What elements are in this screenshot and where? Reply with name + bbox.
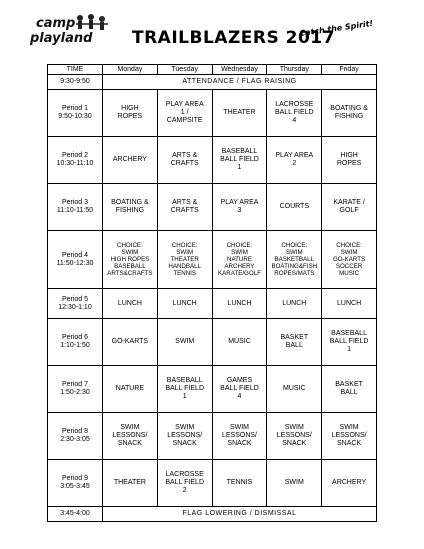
activity-cell [267, 90, 322, 137]
time-label: Period 3 11:10-11:50 [56, 199, 94, 214]
activity-cell [103, 231, 158, 289]
activity-cell [157, 413, 212, 460]
all-day-activity-cell: ATTENDANCE / FLAG RAISING [103, 75, 377, 90]
schedule-row [48, 366, 377, 413]
schedule-row [48, 319, 377, 366]
activity-label: ARTS & CRAFTS [170, 199, 199, 214]
schedule-row [48, 289, 377, 319]
schedule-row [48, 231, 377, 289]
schedule-row [48, 75, 377, 90]
activity-cell [157, 90, 212, 137]
activity-label: COURTS [279, 203, 309, 210]
activity-label: ARCHERY [332, 479, 367, 486]
activity-label: SWIM LESSONS/ SNACK [276, 424, 312, 447]
time-cell [48, 137, 103, 184]
activity-label: BASKET BALL [280, 334, 309, 349]
activity-label: LUNCH [282, 299, 307, 307]
activity-cell [103, 413, 158, 460]
activity-cell [267, 231, 322, 289]
time-cell [48, 289, 103, 319]
all-day-activity-cell: FLAG LOWERING / DISMISSAL [103, 507, 377, 522]
activity-label: THEATER [223, 109, 256, 116]
schedule-row [48, 413, 377, 460]
activity-label: CHOICE: SWIM NATURE ARCHERY KARATE/GOLF [218, 242, 261, 277]
activity-cell [212, 90, 267, 137]
time-cell [48, 90, 103, 137]
time-label: Period 5 12:30-1:10 [58, 295, 92, 311]
time-label: Period 6 1:10-1:50 [60, 334, 90, 349]
time-label: Period 7 1:50-2:30 [60, 381, 90, 396]
activity-label: CHOICE: SWIM GO-KARTS SOCCER MUSIC [332, 242, 366, 277]
activity-cell [157, 319, 212, 366]
activity-label: LUNCH [337, 299, 362, 307]
activity-cell [212, 289, 267, 319]
activity-cell [157, 289, 212, 319]
activity-cell [157, 137, 212, 184]
activity-label: SWIM [175, 338, 195, 345]
activity-label: KARATE / GOLF [333, 199, 365, 214]
activity-label: SWIM LESSONS/ SNACK [112, 424, 148, 447]
activity-cell [212, 137, 267, 184]
time-label: Period 9 3:05-3:45 [60, 475, 90, 490]
activity-cell [103, 184, 158, 231]
activity-cell [267, 460, 322, 507]
header-wednesday: Wednesday [212, 65, 267, 75]
camp-logo [30, 14, 110, 56]
activity-label: LUNCH [227, 299, 252, 307]
activity-label: CHOICE: SWIM HIGH ROPES BASEBALL ARTS&CRAFTS [107, 242, 153, 277]
activity-cell [322, 231, 377, 289]
activity-cell [103, 319, 158, 366]
activity-cell [103, 137, 158, 184]
header-thursday: Thursday [267, 65, 322, 75]
time-cell [48, 184, 103, 231]
time-label: Period 4 11:50-12:30 [56, 251, 94, 267]
activity-label: BASKET BALL [335, 381, 363, 396]
time-cell [48, 366, 103, 413]
activity-label: MUSIC [228, 338, 251, 345]
activity-label: LUNCH [117, 299, 142, 307]
activity-label: LACROSSE BALL FIELD 2 [165, 471, 205, 494]
activity-cell [157, 460, 212, 507]
activity-cell [212, 460, 267, 507]
time-label: Period 1 9:50-10:30 [58, 105, 92, 120]
activity-cell [267, 184, 322, 231]
activity-cell [322, 460, 377, 507]
schedule-row [48, 507, 377, 522]
page-title: TRAILBLAZERS 2017 [132, 28, 335, 48]
activity-label: SWIM LESSONS/ SNACK [331, 424, 367, 447]
activity-cell [103, 366, 158, 413]
logo-text-playland: playland [30, 31, 93, 46]
schedule-table [47, 64, 377, 522]
schedule-row [48, 90, 377, 137]
activity-cell [267, 137, 322, 184]
time-label: Period 8 2:30-3:05 [60, 428, 90, 443]
activity-label: BASEBALL BALL FIELD 1 [165, 377, 205, 400]
activity-cell [212, 366, 267, 413]
activity-cell [103, 460, 158, 507]
activity-cell [267, 319, 322, 366]
activity-label: HIGH ROPES [336, 152, 362, 167]
time-label: 9:30-9:50 [60, 78, 90, 85]
logo-text-camp: camp [36, 16, 76, 31]
activity-label: PLAY AREA 1 / CAMPSITE [165, 101, 204, 124]
activity-cell [267, 413, 322, 460]
schedule-row [48, 137, 377, 184]
activity-label: NATURE [115, 385, 145, 392]
tagline: Catch the Spirit! [298, 18, 374, 39]
time-label: 3:45-4:00 [60, 510, 90, 517]
activity-label: SWIM [284, 479, 304, 486]
activity-cell [322, 366, 377, 413]
time-cell [48, 507, 103, 522]
activity-label: PLAY AREA 3 [220, 199, 259, 214]
activity-label: HIGH ROPES [117, 105, 143, 120]
activity-cell [267, 289, 322, 319]
activity-cell [103, 90, 158, 137]
activity-label: MUSIC [283, 385, 306, 392]
activity-label: GAMES BALL FIELD 4 [220, 377, 259, 400]
activity-cell [322, 413, 377, 460]
activity-cell [157, 366, 212, 413]
activity-cell [103, 289, 158, 319]
activity-cell [212, 413, 267, 460]
time-cell [48, 413, 103, 460]
time-cell [48, 460, 103, 507]
time-cell [48, 231, 103, 289]
activity-cell [322, 184, 377, 231]
activity-label: THEATER [113, 479, 146, 486]
activity-label: PLAY AREA 2 [275, 152, 314, 167]
activity-label: ARTS & CRAFTS [170, 152, 199, 167]
activity-label: BASEBALL BALL FIELD 1 [220, 148, 259, 171]
activity-cell [157, 231, 212, 289]
activity-label: CHOICE: SWIM BASKETBALL BOATING&FISH ROPES/MATS [271, 242, 318, 277]
activity-label: BASEBALL BALL FIELD 1 [329, 330, 369, 353]
activity-label: TENNIS [226, 479, 253, 486]
activity-label: ARCHERY [112, 156, 147, 163]
activity-cell [322, 319, 377, 366]
activity-label: LACROSSE BALL FIELD 4 [274, 101, 314, 124]
schedule-row [48, 184, 377, 231]
time-cell [48, 319, 103, 366]
header-row [48, 65, 377, 75]
activity-cell [212, 231, 267, 289]
activity-label: BOATING & FISHING [330, 105, 368, 120]
activity-label: SWIM LESSONS/ SNACK [167, 424, 203, 447]
activity-label: CHOICE: SWIM THEATER HANDBALL TENNIS [168, 242, 202, 277]
activity-label: BOATING & FISHING [111, 199, 149, 214]
activity-cell [212, 319, 267, 366]
activity-cell [157, 184, 212, 231]
activity-cell [322, 137, 377, 184]
header-friday: Friday [322, 65, 377, 75]
activity-label: GO-KARTS [111, 338, 149, 345]
time-cell [48, 75, 103, 90]
activity-cell [322, 289, 377, 319]
header-monday: Monday [103, 65, 158, 75]
activity-cell [212, 184, 267, 231]
time-label: Period 2 10:30-11:10 [56, 152, 94, 167]
kids-icon [74, 14, 110, 36]
header-time: TIME [48, 65, 103, 75]
activity-label: SWIM LESSONS/ SNACK [221, 424, 257, 447]
activity-cell [267, 366, 322, 413]
activity-label: LUNCH [172, 299, 197, 307]
activity-cell [322, 90, 377, 137]
header-tuesday: Tuesday [157, 65, 212, 75]
schedule-row [48, 460, 377, 507]
